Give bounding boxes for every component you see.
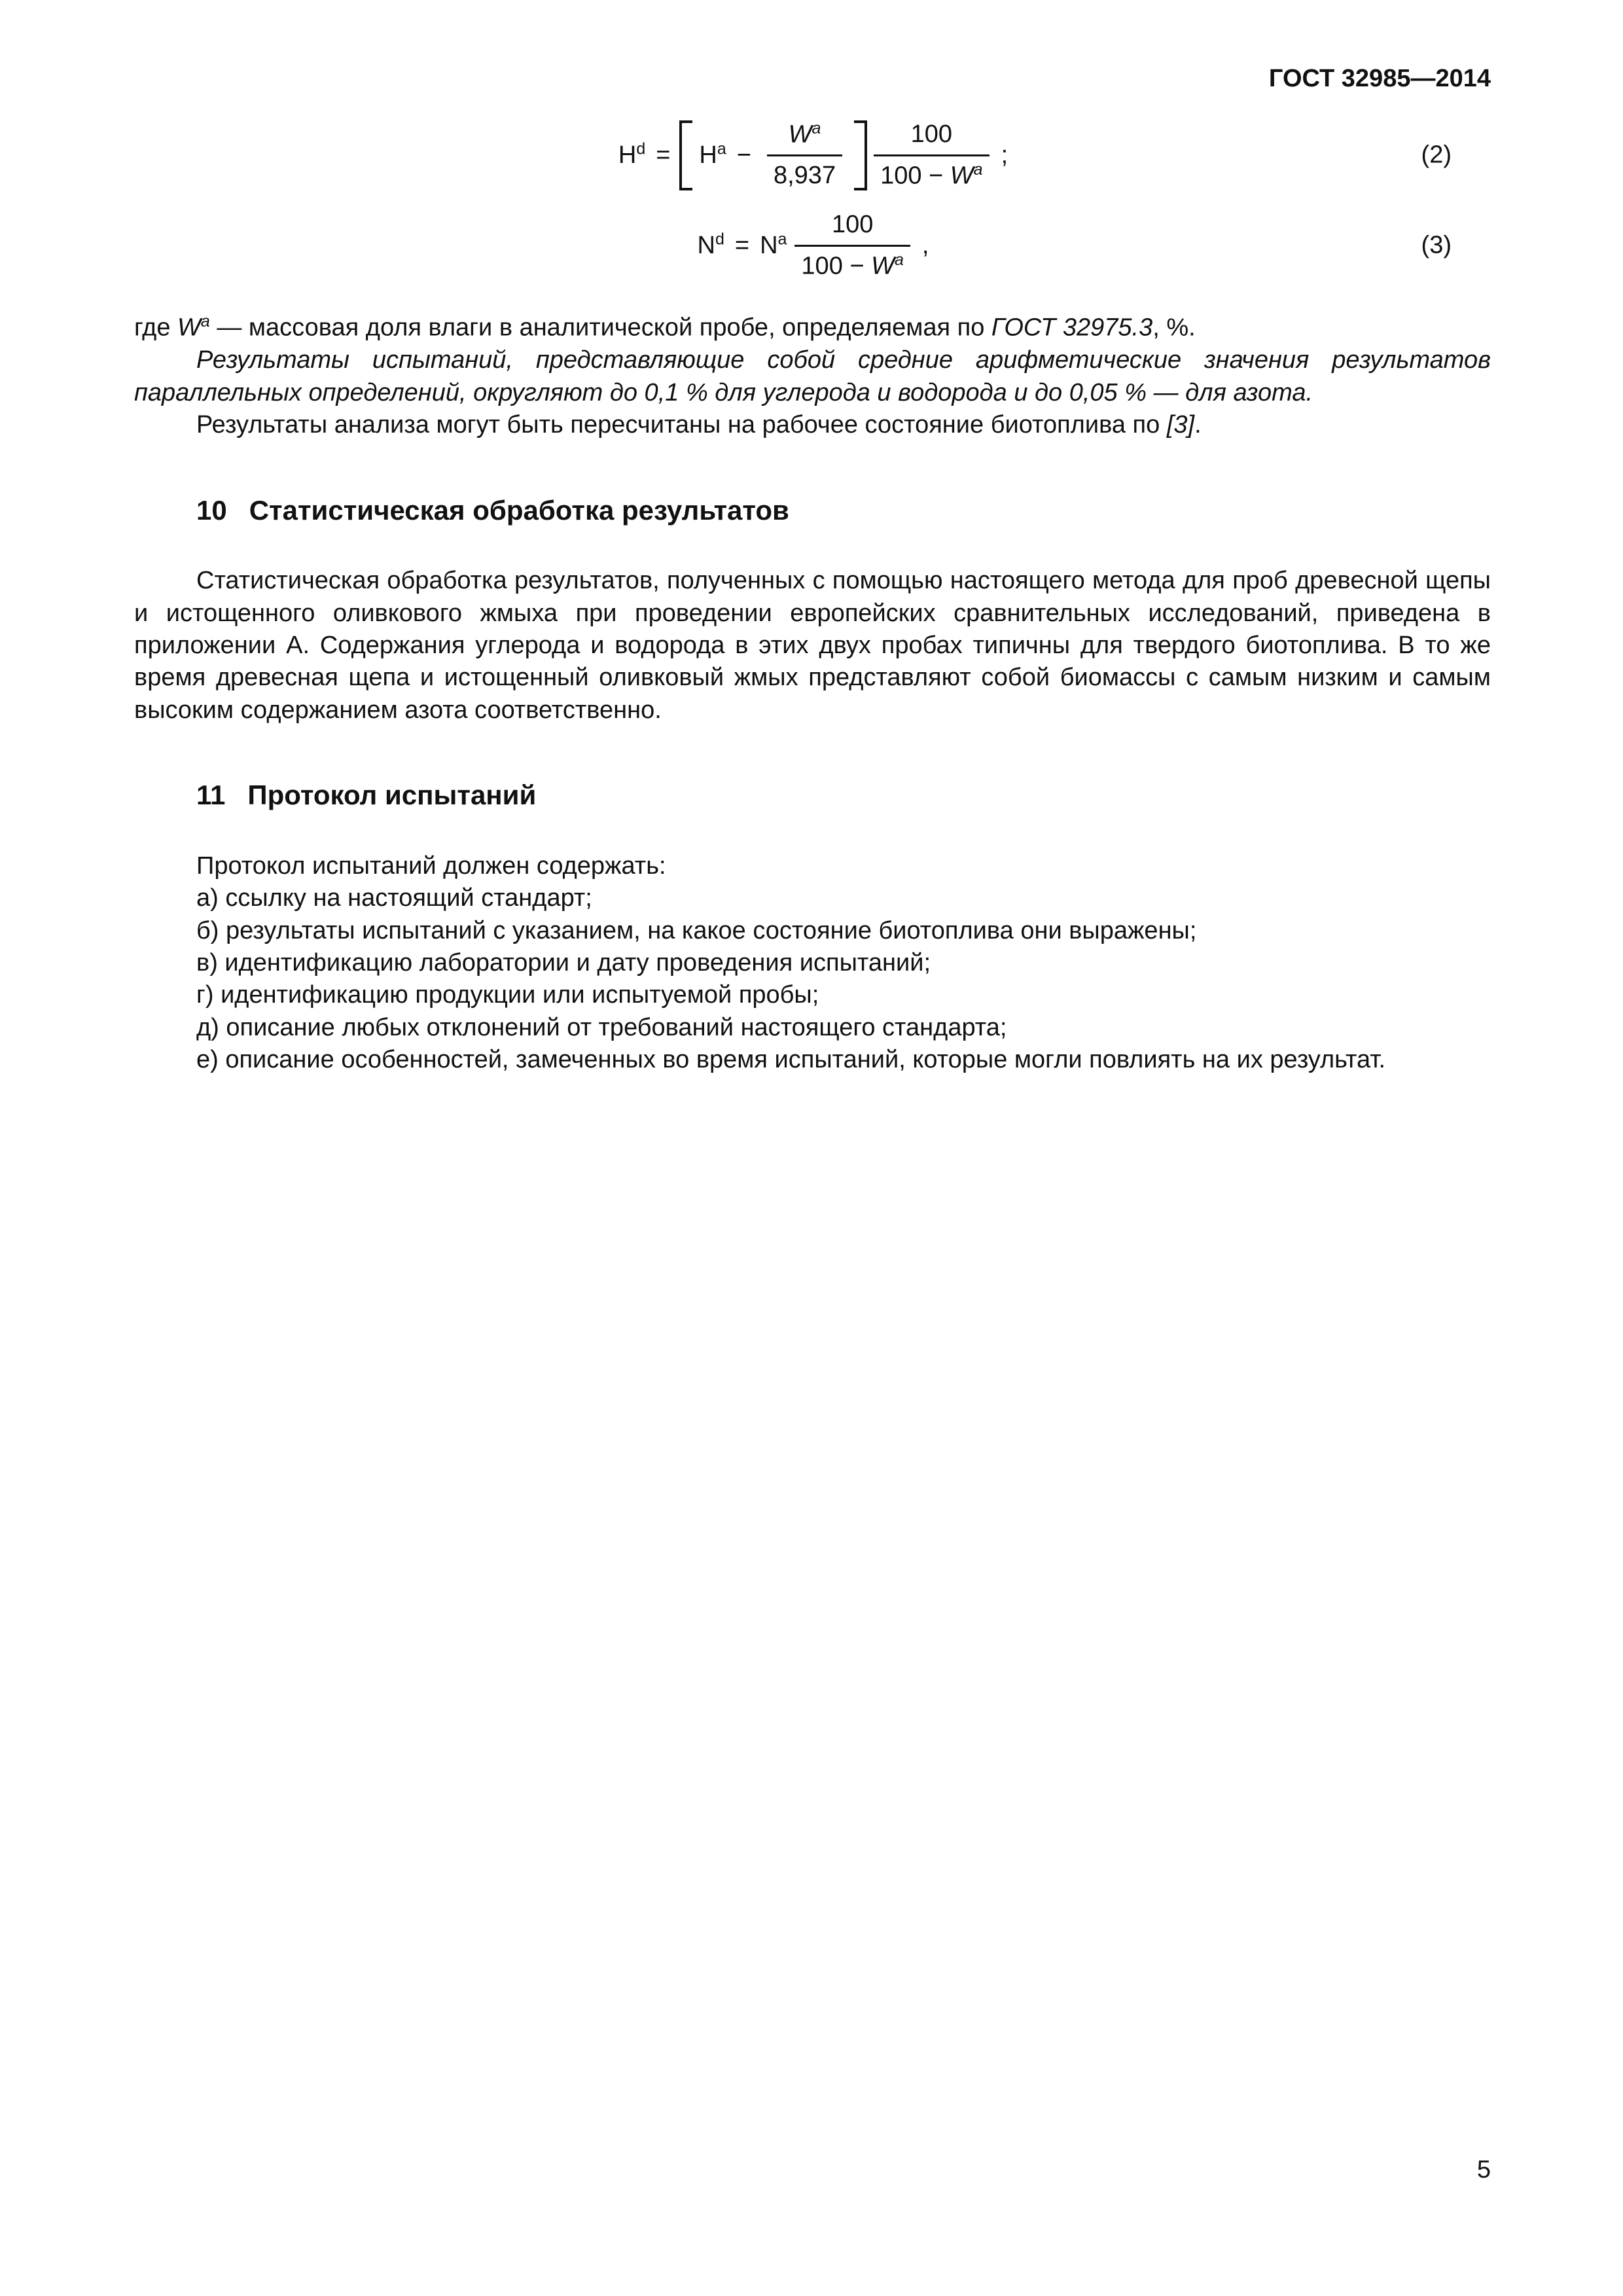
formula-3-rhs-term: $N^a$ bbox=[760, 230, 787, 259]
fraction-denominator: 8,937 bbox=[767, 154, 842, 192]
section-11-intro: Протокол испытаний должен содержать: bbox=[196, 852, 666, 880]
fraction-100-over-100-minus-wa bbox=[874, 119, 990, 192]
bibliography-reference: [3] bbox=[1166, 411, 1195, 439]
formula-3 bbox=[134, 206, 1491, 285]
page-number: 5 bbox=[1476, 2155, 1491, 2183]
formula-2-expression bbox=[617, 119, 1008, 192]
list-item-v: в) идентификацию лаборатории и дату проведения испытаний; bbox=[196, 948, 931, 977]
open-bracket bbox=[679, 120, 692, 190]
where-clause-paragraph: где $W^a$ — массовая доля влаги в аналитической пробе, определяемая по ГОСТ 32975.3, %. bbox=[134, 312, 1196, 342]
formula-3-center bbox=[134, 209, 1491, 282]
fraction-numerator: $W^a$ bbox=[788, 118, 821, 149]
equals-sign: = bbox=[734, 231, 750, 259]
formula-2-inner-term: $H^a$ bbox=[699, 139, 726, 169]
fraction-wa-over-8937 bbox=[767, 119, 842, 192]
fraction-denominator: $100 - W^a$ bbox=[794, 245, 910, 282]
page-content bbox=[134, 63, 1491, 1076]
section-11-number: 11 bbox=[196, 780, 226, 811]
formula-2 bbox=[134, 109, 1491, 201]
formula-3-expression bbox=[696, 209, 929, 282]
equation-number-2: (2) bbox=[1421, 141, 1452, 169]
list-item-d: д) описание любых отклонений от требований настоящего стандарта; bbox=[196, 1013, 1007, 1041]
fraction-100-over-100-minus-wa bbox=[794, 209, 910, 282]
formula-2-lhs: $H^d$ bbox=[618, 139, 646, 169]
formula-2-center bbox=[134, 119, 1491, 192]
list-item-a: а) ссылку на настоящий стандарт; bbox=[196, 884, 592, 912]
equals-sign: = bbox=[656, 141, 671, 169]
minus-sign: − bbox=[736, 141, 751, 169]
fraction-denominator: $100 - W^a$ bbox=[874, 154, 990, 192]
doc-number: ГОСТ 32985—2014 bbox=[1268, 65, 1491, 92]
close-bracket bbox=[854, 120, 867, 190]
list-item-g: г) идентификацию продукции или испытуемой пробы; bbox=[196, 981, 819, 1009]
section-10-body: Статистическая обработка результатов, полученных с помощью настоящего метода для проб древесной щепы и истощенного оливкового жмыха при проведении европейских сравнительных исследований, приведена в приложении А. Содержания углерода и водорода в этих двух пробах типичны для твердого биотоплива. В то же время древесная щепа и истощенный оливковый жмых представляют собой биомассы с самым низким и самым высоким содержанием азота соответственно. bbox=[134, 567, 1491, 724]
formula-3-punctuation: , bbox=[921, 231, 929, 259]
rounding-note-paragraph: Результаты испытаний, представляющие собой средние арифметические значения результатов параллельных определений, округляют до 0,1 % для углерода и водорода и до 0,05 % — для азота. bbox=[134, 346, 1491, 406]
formula-3-lhs: $N^d$ bbox=[697, 230, 724, 259]
section-11-heading bbox=[196, 778, 1491, 814]
list-item-e: е) описание особенностей, замеченных во время испытаний, которые могли повлиять на их результат. bbox=[196, 1046, 1386, 1074]
gost-reference: ГОСТ 32975.3 bbox=[991, 314, 1153, 342]
formula-2-punctuation: ; bbox=[1001, 141, 1008, 169]
fraction-numerator: 100 bbox=[910, 120, 953, 148]
section-10-heading bbox=[196, 493, 1491, 529]
equation-number-3: (3) bbox=[1421, 231, 1452, 259]
section-10-number: 10 bbox=[196, 494, 227, 526]
section-11-title: Протокол испытаний bbox=[247, 780, 537, 811]
recalculation-paragraph: Результаты анализа могут быть пересчитаны на рабочее состояние биотоплива по [3]. bbox=[196, 411, 1202, 439]
section-10-title: Статистическая обработка результатов bbox=[249, 494, 789, 526]
fraction-numerator: 100 bbox=[831, 210, 874, 238]
list-item-b: б) результаты испытаний с указанием, на какое состояние биотоплива они выражены; bbox=[196, 916, 1197, 944]
